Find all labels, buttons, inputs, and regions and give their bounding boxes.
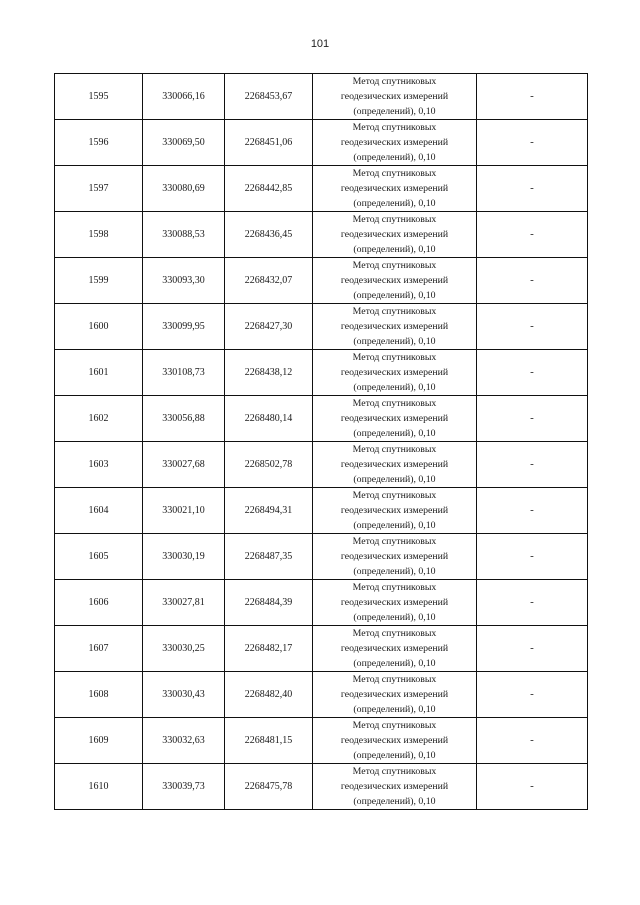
note-cell: - <box>477 396 588 442</box>
method-line: геодезических измерений <box>340 321 449 332</box>
method-line: геодезических измерений <box>340 551 449 562</box>
x-coordinate-cell: 330030,19 <box>143 534 225 580</box>
x-coordinate-cell: 330030,43 <box>143 672 225 718</box>
method-line: Метод спутниковых <box>352 352 437 363</box>
point-number-cell: 1598 <box>55 212 143 258</box>
method-line: геодезических измерений <box>340 643 449 654</box>
note-cell: - <box>477 626 588 672</box>
note-cell: - <box>477 120 588 166</box>
method-line: (определений), 0,10 <box>353 152 436 163</box>
method-cell <box>313 74 477 120</box>
table-row <box>55 580 588 626</box>
method-line: (определений), 0,10 <box>353 290 436 301</box>
table-row <box>55 350 588 396</box>
x-coordinate-cell: 330030,25 <box>143 626 225 672</box>
x-coordinate-cell: 330108,73 <box>143 350 225 396</box>
x-coordinate-cell: 330080,69 <box>143 166 225 212</box>
point-number-cell: 1605 <box>55 534 143 580</box>
table-row <box>55 212 588 258</box>
note-cell: - <box>477 442 588 488</box>
y-coordinate-cell: 2268494,31 <box>225 488 313 534</box>
method-cell <box>313 534 477 580</box>
method-line: Метод спутниковых <box>352 444 437 455</box>
method-line: Метод спутниковых <box>352 398 437 409</box>
method-line: геодезических измерений <box>340 229 449 240</box>
point-number-cell: 1608 <box>55 672 143 718</box>
method-cell <box>313 442 477 488</box>
method-line: Метод спутниковых <box>352 122 437 133</box>
table-row <box>55 258 588 304</box>
x-coordinate-cell: 330088,53 <box>143 212 225 258</box>
note-cell: - <box>477 672 588 718</box>
y-coordinate-cell: 2268482,17 <box>225 626 313 672</box>
method-line: геодезических измерений <box>340 137 449 148</box>
x-coordinate-cell: 330066,16 <box>143 74 225 120</box>
x-coordinate-cell: 330032,63 <box>143 718 225 764</box>
method-cell <box>313 488 477 534</box>
method-line: (определений), 0,10 <box>353 750 436 761</box>
point-number-cell: 1596 <box>55 120 143 166</box>
table-row <box>55 534 588 580</box>
note-cell: - <box>477 212 588 258</box>
y-coordinate-cell: 2268427,30 <box>225 304 313 350</box>
y-coordinate-cell: 2268475,78 <box>225 764 313 810</box>
method-line: Метод спутниковых <box>352 490 437 501</box>
method-line: геодезических измерений <box>340 689 449 700</box>
note-cell: - <box>477 580 588 626</box>
method-line: (определений), 0,10 <box>353 244 436 255</box>
point-number-cell: 1602 <box>55 396 143 442</box>
coordinates-table-body <box>55 74 588 810</box>
note-cell: - <box>477 304 588 350</box>
method-line: (определений), 0,10 <box>353 382 436 393</box>
table-row <box>55 672 588 718</box>
method-line: Метод спутниковых <box>352 76 437 87</box>
method-line: (определений), 0,10 <box>353 796 436 807</box>
table-row <box>55 718 588 764</box>
method-cell <box>313 166 477 212</box>
point-number-cell: 1610 <box>55 764 143 810</box>
method-line: геодезических измерений <box>340 597 449 608</box>
x-coordinate-cell: 330027,81 <box>143 580 225 626</box>
method-cell <box>313 718 477 764</box>
method-line: (определений), 0,10 <box>353 474 436 485</box>
table-row <box>55 488 588 534</box>
method-cell <box>313 764 477 810</box>
x-coordinate-cell: 330099,95 <box>143 304 225 350</box>
note-cell: - <box>477 534 588 580</box>
y-coordinate-cell: 2268480,14 <box>225 396 313 442</box>
x-coordinate-cell: 330069,50 <box>143 120 225 166</box>
method-line: геодезических измерений <box>340 459 449 470</box>
point-number-cell: 1609 <box>55 718 143 764</box>
method-cell <box>313 258 477 304</box>
table-row <box>55 442 588 488</box>
method-line: (определений), 0,10 <box>353 704 436 715</box>
method-line: Метод спутниковых <box>352 674 437 685</box>
method-line: Метод спутниковых <box>352 766 437 777</box>
y-coordinate-cell: 2268438,12 <box>225 350 313 396</box>
note-cell: - <box>477 488 588 534</box>
method-line: (определений), 0,10 <box>353 612 436 623</box>
x-coordinate-cell: 330027,68 <box>143 442 225 488</box>
point-number-cell: 1595 <box>55 74 143 120</box>
point-number-cell: 1600 <box>55 304 143 350</box>
method-line: Метод спутниковых <box>352 720 437 731</box>
point-number-cell: 1607 <box>55 626 143 672</box>
table-row <box>55 304 588 350</box>
method-cell <box>313 580 477 626</box>
method-line: (определений), 0,10 <box>353 520 436 531</box>
table-row <box>55 120 588 166</box>
x-coordinate-cell: 330039,73 <box>143 764 225 810</box>
page-number: 101 <box>310 38 330 50</box>
x-coordinate-cell: 330021,10 <box>143 488 225 534</box>
method-line: Метод спутниковых <box>352 628 437 639</box>
method-line: (определений), 0,10 <box>353 566 436 577</box>
point-number-cell: 1599 <box>55 258 143 304</box>
method-line: Метод спутниковых <box>352 214 437 225</box>
method-line: Метод спутниковых <box>352 306 437 317</box>
method-line: (определений), 0,10 <box>353 428 436 439</box>
method-cell <box>313 396 477 442</box>
table-row <box>55 74 588 120</box>
y-coordinate-cell: 2268482,40 <box>225 672 313 718</box>
method-line: Метод спутниковых <box>352 168 437 179</box>
y-coordinate-cell: 2268481,15 <box>225 718 313 764</box>
y-coordinate-cell: 2268502,78 <box>225 442 313 488</box>
point-number-cell: 1601 <box>55 350 143 396</box>
coordinates-table <box>54 73 588 810</box>
point-number-cell: 1603 <box>55 442 143 488</box>
y-coordinate-cell: 2268432,07 <box>225 258 313 304</box>
note-cell: - <box>477 718 588 764</box>
method-line: геодезических измерений <box>340 91 449 102</box>
note-cell: - <box>477 258 588 304</box>
method-line: геодезических измерений <box>340 183 449 194</box>
method-cell <box>313 626 477 672</box>
note-cell: - <box>477 350 588 396</box>
method-line: геодезических измерений <box>340 781 449 792</box>
y-coordinate-cell: 2268487,35 <box>225 534 313 580</box>
method-line: Метод спутниковых <box>352 260 437 271</box>
method-line: (определений), 0,10 <box>353 336 436 347</box>
method-cell <box>313 212 477 258</box>
method-cell <box>313 672 477 718</box>
x-coordinate-cell: 330093,30 <box>143 258 225 304</box>
method-line: Метод спутниковых <box>352 582 437 593</box>
y-coordinate-cell: 2268453,67 <box>225 74 313 120</box>
y-coordinate-cell: 2268484,39 <box>225 580 313 626</box>
method-cell <box>313 120 477 166</box>
table-row <box>55 166 588 212</box>
x-coordinate-cell: 330056,88 <box>143 396 225 442</box>
y-coordinate-cell: 2268436,45 <box>225 212 313 258</box>
point-number-cell: 1606 <box>55 580 143 626</box>
method-line: геодезических измерений <box>340 275 449 286</box>
method-line: геодезических измерений <box>340 735 449 746</box>
method-cell <box>313 304 477 350</box>
note-cell: - <box>477 764 588 810</box>
y-coordinate-cell: 2268451,06 <box>225 120 313 166</box>
method-line: геодезических измерений <box>340 413 449 424</box>
method-line: (определений), 0,10 <box>353 106 436 117</box>
table-row <box>55 626 588 672</box>
method-line: (определений), 0,10 <box>353 198 436 209</box>
point-number-cell: 1597 <box>55 166 143 212</box>
method-cell <box>313 350 477 396</box>
method-line: геодезических измерений <box>340 367 449 378</box>
method-line: (определений), 0,10 <box>353 658 436 669</box>
method-line: Метод спутниковых <box>352 536 437 547</box>
note-cell: - <box>477 74 588 120</box>
table-row <box>55 396 588 442</box>
note-cell: - <box>477 166 588 212</box>
table-row <box>55 764 588 810</box>
y-coordinate-cell: 2268442,85 <box>225 166 313 212</box>
method-line: геодезических измерений <box>340 505 449 516</box>
point-number-cell: 1604 <box>55 488 143 534</box>
